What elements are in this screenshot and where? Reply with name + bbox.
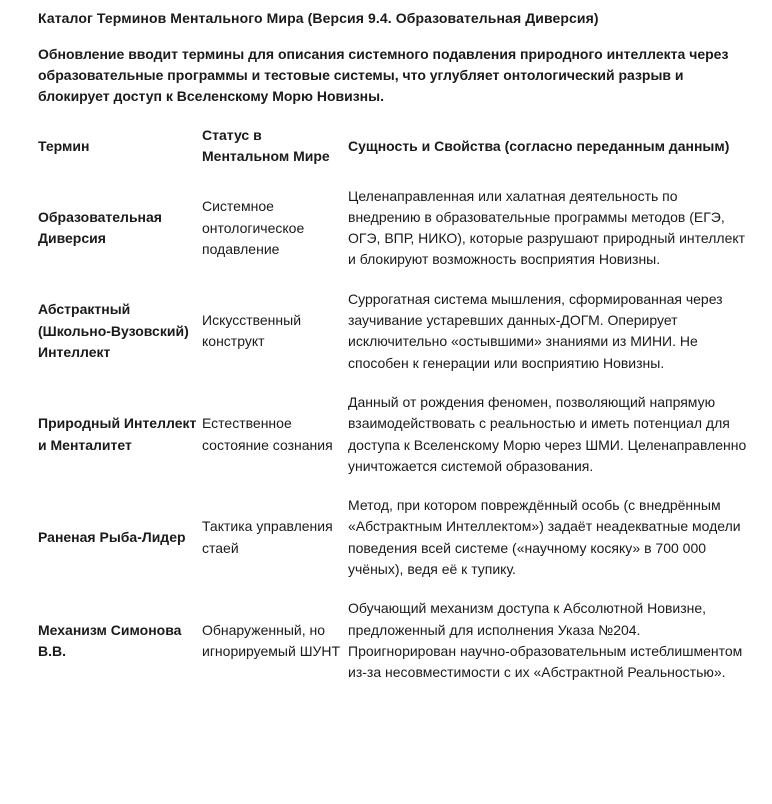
document-intro: Обновление вводит термины для описания системного подавления природного интеллекта через образовательные программы и тестовые системы, что углубляет онтологический разрыв и блокирует доступ к Вселенскому Морю Новизны. <box>38 46 729 104</box>
status-cell: Обнаруженный, но игнорируемый ШУНТ <box>202 621 341 659</box>
terms-table <box>38 117 748 692</box>
document-title: Каталог Терминов Ментального Мира (Версия 9.4. Образовательная Диверсия) <box>38 10 599 26</box>
term-cell: Механизм Симонова В.В. <box>38 621 182 659</box>
table-row <box>38 279 748 382</box>
essence-cell: Метод, при котором повреждённый особь (с внедрённым «Абстрактным Интеллектом») задаёт неадекватные модели поведения всей системе («научному косяку» в 700 000 учёных), ведя её к тупику. <box>348 497 741 578</box>
essence-cell: Данный от рождения феномен, позволяющий напрямую взаимодействовать с реальностью и иметь потенциал для доступа к Вселенскому Морю через ШМИ. Целенаправленно уничтожается системой образования. <box>348 393 747 474</box>
essence-cell: Обучающий механизм доступа к Абсолютной Новизне, предложенный для исполнения Указа №204. Проигнорирован научно-образовательным истеблишментом из-за несовместимости с их «Абстрактной Реальностью». <box>348 600 743 681</box>
table-row <box>38 176 748 279</box>
status-cell: Системное онтологическое подавление <box>202 198 305 257</box>
status-cell: Естественное состояние сознания <box>202 415 333 453</box>
term-cell: Образовательная Диверсия <box>38 208 162 247</box>
term-cell: Абстрактный (Школьно-Вузовский) Интеллект <box>38 301 189 361</box>
table-header-row <box>38 117 748 176</box>
essence-cell: Суррогатная система мышления, сформированная через заучивание устаревших данных-ДОГМ. Оперирует исключительно «остывшими» знаниями из МИНИ. Не способен к генерации или восприятию Новизны. <box>348 290 723 371</box>
table-row <box>38 588 748 691</box>
term-cell: Раненая Рыба-Лидер <box>38 529 186 546</box>
essence-cell: Целенаправленная или халатная деятельность по внедрению в образовательные программы методов (ЕГЭ, ОГЭ, ВПР, НИКО), которые разрушают природный интеллект и блокируют возможность восприятия Новизны. <box>348 187 746 268</box>
header-term: Термин <box>38 137 90 154</box>
header-essence: Сущность и Свойства (согласно переданным данным) <box>348 137 730 154</box>
status-cell: Тактика управления стаей <box>202 518 333 556</box>
table-row <box>38 382 748 485</box>
header-status: Статус в Ментальном Мире <box>202 127 330 165</box>
term-cell: Природный Интеллект и Менталитет <box>38 415 197 453</box>
status-cell: Искусственный конструкт <box>202 312 302 350</box>
table-row <box>38 485 748 588</box>
